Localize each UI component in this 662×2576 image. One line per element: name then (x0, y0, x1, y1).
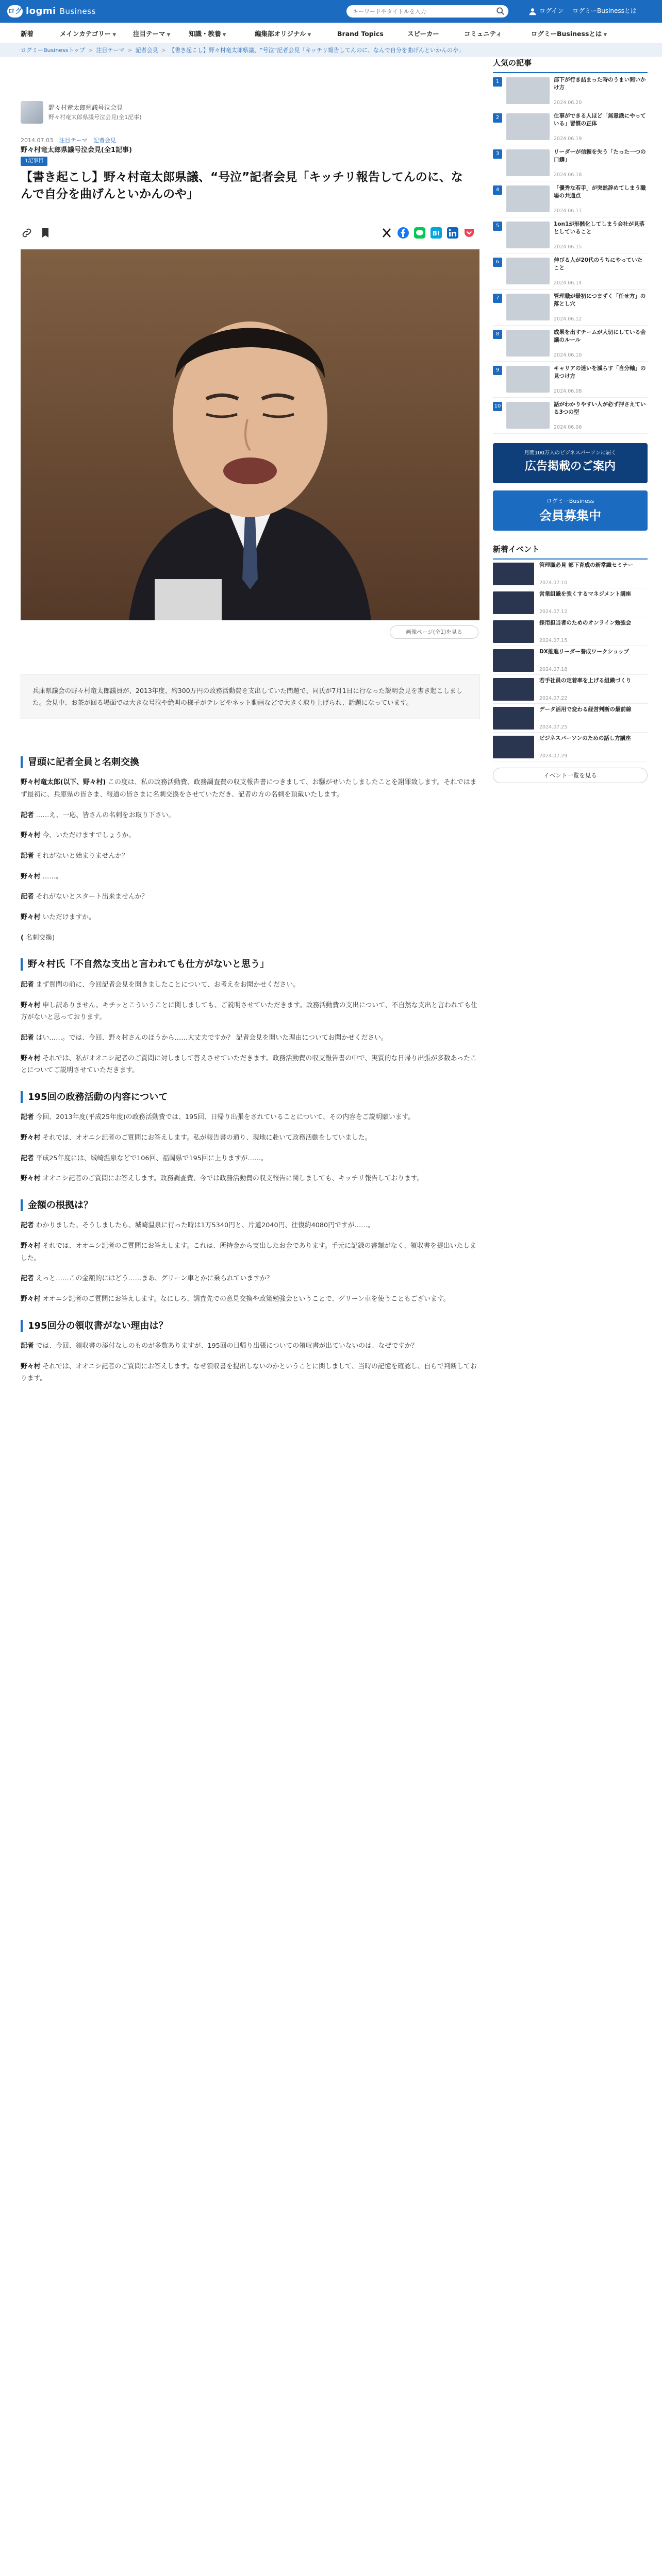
svg-text:B!: B! (432, 230, 440, 237)
chevron-down-icon: ▼ (222, 32, 226, 38)
ranking-date: 2024.06.12 (554, 316, 582, 322)
link-copy-icon[interactable] (21, 227, 33, 239)
publish-date: 2014.07.03 (21, 137, 53, 144)
speech-text: 申し訳ありません。キチッとこういうことに関しましても、ご説明させていただきます。政務活動費の支出について、不自然な支出と言われても仕方がないと思っております。 (21, 1001, 477, 1022)
section-heading: 野々村氏「不自然な支出と言われても仕方がないと思う」 (21, 958, 479, 970)
rank-number: 2 (493, 113, 502, 123)
speaker-label: 野々村 (21, 1133, 41, 1142)
ad-banner[interactable] (493, 443, 648, 483)
section-heading: 195回の政務活動の内容について (21, 1091, 479, 1103)
nav-item-brand-topics[interactable] (337, 29, 384, 39)
ranking-date: 2024.06.17 (554, 208, 582, 214)
speech-text: それでは、オオニシ記者のご質問にお答えします。これは、所持金から支出したお金であります。手元に記録の書類がなく、領収書を提出いたしました。 (21, 1242, 476, 1262)
speaker-label: ( (21, 934, 24, 942)
transcript-paragraph (21, 1240, 479, 1264)
speaker-label: 記者 (21, 893, 34, 901)
transcript-paragraph (21, 776, 479, 801)
article-thumbnail (506, 77, 550, 104)
event-title: 管理職必見 部下育成の新常識セミナー (539, 562, 634, 568)
rank-number: 6 (493, 258, 502, 267)
press-conference-photo (21, 249, 479, 620)
breadcrumb-item[interactable]: 注目テーマ (96, 47, 125, 54)
nav-label: 注目テーマ (133, 30, 166, 38)
author-name: 野々村竜太郎県議号泣会見 (48, 104, 123, 111)
events-heading: 新着イベント (493, 543, 648, 560)
speaker-label: 野々村 (21, 832, 41, 840)
nav-item-theme[interactable] (133, 29, 170, 39)
event-date: 2024.07.15 (539, 637, 568, 643)
ranking-item[interactable] (493, 253, 648, 290)
speech-text: はい……。では、今回、野々村さんのほうから……大丈夫ですか？ 記者会見を開いた理由についてお聞かせください。 (36, 1033, 388, 1042)
event-thumbnail (493, 563, 534, 585)
transcript-paragraph (21, 891, 479, 903)
ad-banner-subtitle: 月間100万人のビジネスパーソンに届く (524, 450, 617, 456)
logo-text (26, 4, 96, 19)
nav-item-original[interactable] (255, 29, 311, 39)
ranking-item[interactable] (493, 217, 648, 253)
event-title: 営業組織を強くするマネジメント講座 (539, 591, 632, 597)
ranking-date: 2024.06.15 (554, 244, 582, 250)
chevron-down-icon: ▼ (112, 32, 117, 38)
event-item[interactable] (493, 704, 648, 733)
ranking-item[interactable] (493, 181, 648, 217)
section-heading: 金額の根拠は？ (21, 1199, 479, 1211)
rank-number: 1 (493, 77, 502, 87)
nav-item-about[interactable] (531, 29, 607, 39)
breadcrumb-item[interactable]: ログミーBusinessトップ (21, 47, 86, 54)
ranking-item[interactable] (493, 290, 648, 326)
speech-text: それでは、オオニシ記者のご質問にお答えします。なぜ領収書を提出しないのかということに関しまして、当時の記憶を確認し、自らで判断しております。 (21, 1362, 477, 1383)
speech-text: ……え、一応、皆さんの名刺をお取り下さい。 (36, 811, 175, 819)
hatena-share-icon[interactable] (430, 227, 442, 239)
transcript-paragraph (21, 829, 479, 842)
transcript-paragraph (21, 1273, 479, 1285)
ranking-item[interactable] (493, 109, 648, 145)
transcript-paragraph (21, 809, 479, 822)
speech-text: それがないと始まりませんか？ (36, 852, 128, 860)
rank-number: 10 (493, 402, 502, 411)
ranking-heading: 人気の記事 (493, 57, 648, 73)
article-number-badge: 1記事目 (21, 157, 47, 166)
membership-banner-title: 会員募集中 (539, 508, 601, 523)
transcript-paragraph (21, 1173, 479, 1185)
speech-text: それでは、オオニシ記者のご質問にお答えします。私が報告書の通り、現地に赴いて政務活動をしていました。 (42, 1133, 372, 1142)
event-date: 2024.07.18 (539, 666, 568, 672)
ranking-date: 2024.06.20 (554, 99, 582, 106)
nav-item-new[interactable] (21, 29, 34, 39)
rank-number: 4 (493, 185, 502, 195)
user-icon (528, 7, 537, 16)
event-title: ビジネスパーソンのための話し方講座 (539, 735, 631, 741)
breadcrumb (0, 43, 662, 57)
ranking-list (493, 73, 648, 434)
nav-label: 編集部オリジナル (255, 30, 306, 38)
series-title[interactable]: 野々村竜太郎県議号泣会見(全1記事) (21, 146, 132, 154)
site-header (0, 0, 662, 23)
speech-text: 名刺交換) (25, 934, 55, 942)
event-item[interactable] (493, 617, 648, 646)
ad-banner-title: 広告掲載のご案内 (524, 460, 616, 473)
breadcrumb-separator: > (88, 47, 93, 54)
event-item[interactable] (493, 733, 648, 761)
article-thumbnail (506, 113, 550, 140)
nav-label: スピーカー (407, 30, 439, 38)
search-icon[interactable] (496, 7, 505, 16)
speaker-label: 記者 (21, 1342, 34, 1350)
section-heading: 冒頭に記者全員と名刺交換 (21, 756, 479, 768)
breadcrumb-separator: > (161, 47, 166, 54)
chevron-down-icon: ▼ (167, 32, 171, 38)
event-title: DX推進リーダー養成ワークショップ (539, 649, 630, 655)
event-thumbnail (493, 591, 534, 614)
speech-text: わかりました。そうしましたら、城崎温泉に行った時は1万5340円と、片道2040円、往復約4080円ですが……。 (36, 1222, 374, 1230)
rank-number: 8 (493, 330, 502, 339)
transcript-paragraph (21, 1053, 479, 1077)
nav-label: コミュニティ (464, 30, 502, 38)
share-bar (21, 227, 479, 241)
transcript-paragraph (21, 1340, 479, 1352)
transcript-paragraph (21, 1361, 479, 1385)
event-thumbnail (493, 707, 534, 730)
nav-label: メインカテゴリー (60, 30, 111, 38)
speech-text: ……。 (42, 872, 62, 880)
ranking-date: 2024.06.14 (554, 280, 582, 286)
nav-item-main-category[interactable] (60, 29, 116, 39)
about-link-label: ログミーBusinessとは (572, 7, 637, 14)
event-title: 採用担当者のためのオンライン勉強会 (539, 620, 632, 626)
linkedin-share-icon[interactable] (446, 227, 459, 239)
speech-text: まず質問の前に、今回記者会見を開きましたことについて、お考えをお聞かせください。 (36, 980, 300, 989)
event-item[interactable] (493, 646, 648, 675)
search-input[interactable] (346, 5, 508, 18)
pocket-share-icon[interactable] (463, 227, 475, 239)
transcript-paragraph (21, 1032, 479, 1044)
ranking-date: 2024.06.08 (554, 388, 582, 394)
speaker-label: 記者 (21, 852, 34, 860)
breadcrumb-item[interactable]: 記者会見 (135, 47, 158, 54)
ranking-item[interactable] (493, 398, 648, 434)
nav-label: 知識・教養 (189, 30, 221, 38)
speech-text: オオニシ記者のご質問にお答えします。なにしろ、調査先での意見交換や政策勉強会ということで、グリーン車を使うこともございます。 (42, 1295, 450, 1303)
events-more-button[interactable]: イベント一覧を見る (493, 768, 648, 783)
nav-label: Brand Topics (337, 30, 384, 38)
bookmark-icon[interactable] (39, 227, 52, 239)
speaker-label: 野々村 (21, 1295, 41, 1303)
ranking-title: 管理職が最初につまずく「任せ方」の落とし穴 (554, 293, 646, 308)
logo-sub: Business (59, 7, 96, 16)
transcript-paragraph (21, 850, 479, 862)
speech-text: この度は、私の政務活動費、政務調査費の収支報告書につきまして、お騒がせいたしましたことを謝罪致します。それではまず最初に、兵庫県の皆さま、報道の皆さまに名刺交換をさせていただき、記者の方の名刺を頂戴いたします。 (21, 778, 477, 799)
event-thumbnail (493, 620, 534, 643)
section-heading: 195回分の領収書がない理由は？ (21, 1320, 479, 1332)
transcript-paragraph (21, 1293, 479, 1306)
speaker-label: 記者 (21, 1275, 34, 1283)
ranking-title: 成果を出すチームが大切にしている会議のルール (554, 329, 646, 344)
ranking-item[interactable] (493, 73, 648, 109)
ranking-title: 話がわかりやすい人が必ず押さえている3つの型 (554, 401, 646, 416)
ranking-item[interactable] (493, 362, 648, 398)
speech-text: 今、いただけますでしょうか。 (42, 832, 136, 840)
transcript-paragraph (21, 1132, 479, 1144)
event-date: 2024.07.29 (539, 753, 568, 759)
ranking-title: 「優秀な若手」が突然辞めてしまう職場の共通点 (554, 185, 646, 199)
article-hero-photo[interactable] (21, 249, 479, 620)
rank-number: 9 (493, 366, 502, 375)
article-lead: 兵庫県議会の野々村竜太郎議員が、2013年度、約300万円の政務活動費を支出していた問題で、同氏が7月1日に行なった説明会見を書き起こしました。会見中、お茶が回る場面では大きな号泣や絶叫の様子がテレビやネット動画などで大きく取り上げられ、話題になっています。 (21, 674, 479, 719)
login-link[interactable] (528, 6, 564, 16)
ranking-date: 2024.06.19 (554, 135, 582, 142)
event-thumbnail (493, 678, 534, 701)
article-body (21, 742, 479, 1393)
transcript-paragraph (21, 932, 479, 944)
chevron-down-icon: ▼ (603, 32, 607, 38)
facebook-share-icon[interactable] (397, 227, 409, 239)
speaker-label: 野々村竜太郎(以下、野々村) (21, 778, 106, 787)
site-logo[interactable] (7, 4, 96, 19)
membership-banner[interactable] (493, 490, 648, 531)
breadcrumb-current: 【書き起こし】野々村竜太郎県議、“号泣”記者会見「キッチリ報告してんのに、なんで自分を曲げんといかんのや」 (169, 47, 465, 54)
author-sub: 野々村竜太郎県議号泣会見(全1記事) (48, 114, 142, 121)
event-thumbnail (493, 736, 534, 758)
article-thumbnail (506, 402, 550, 429)
speech-text: えっと……この金額的にはどう……まあ、グリーン車とかに乗られていますか？ (36, 1275, 273, 1283)
event-date: 2024.07.12 (539, 608, 568, 615)
ranking-title: 1on1が形骸化してしまう会社が見落としていること (554, 221, 645, 235)
speaker-label: 野々村 (21, 913, 41, 922)
ranking-title: 仕事ができる人ほど「無意識にやっている」習慣の正体 (554, 113, 646, 127)
article-thumbnail (506, 366, 550, 393)
article-thumbnail (506, 149, 550, 176)
nav-label: ログミーBusinessとは (531, 30, 602, 38)
global-nav (0, 23, 662, 43)
transcript-paragraph (21, 999, 479, 1024)
view-photos-button[interactable]: 画像ページ(全1)を見る (390, 625, 478, 639)
speaker-label: 記者 (21, 1033, 34, 1042)
event-date: 2024.07.10 (539, 580, 568, 586)
speaker-label: 記者 (21, 1222, 34, 1230)
ranking-title: 部下が行き詰まった時のうまい問いかけ方 (554, 77, 646, 91)
ranking-title: リーダーが信頼を失う「たった一つの口癖」 (554, 149, 646, 163)
nav-item-speaker[interactable] (407, 29, 439, 39)
x-share-icon[interactable] (380, 227, 393, 239)
speech-text: 平成25年度には、城崎温泉などで106回、福岡県で195回に上りますが……。 (36, 1154, 268, 1162)
transcript-paragraph (21, 1219, 479, 1232)
page-title: 【書き起こし】野々村竜太郎県議、“号泣”記者会見「キッチリ報告してんのに、なんで自分を曲げんといかんのや」 (21, 171, 463, 201)
ranking-date: 2024.06.06 (554, 424, 582, 430)
rank-number: 5 (493, 222, 502, 231)
speaker-label: 記者 (21, 1154, 34, 1162)
event-date: 2024.07.25 (539, 724, 568, 730)
breadcrumb-separator: > (127, 47, 133, 54)
speaker-label: 野々村 (21, 1175, 41, 1183)
sidebar (493, 57, 648, 783)
article-thumbnail (506, 222, 550, 248)
speech-text: では、今回、領収書の添付なしのものが多数ありますが、195回の日帰り出張についての領収書が出ていないのは、なぜですか？ (36, 1342, 418, 1350)
speech-text: いただけますか。 (42, 913, 95, 922)
tag-link[interactable]: 注目テーマ (59, 137, 88, 144)
transcript-paragraph (21, 911, 479, 924)
author-block[interactable] (21, 101, 142, 127)
speaker-label: 野々村 (21, 1242, 41, 1250)
event-item[interactable] (493, 588, 648, 617)
speech-text: それがないとスタート出来ませんか？ (36, 893, 148, 901)
speaker-label: 記者 (21, 811, 34, 819)
article-thumbnail (506, 185, 550, 212)
logo-mark: ログ (7, 5, 23, 18)
login-link-label: ログイン (539, 7, 564, 14)
about-link[interactable] (572, 6, 637, 16)
nav-item-knowledge[interactable] (189, 29, 226, 39)
line-share-icon[interactable] (413, 227, 426, 239)
tag-link[interactable]: 記者会見 (93, 137, 116, 144)
speaker-label: 野々村 (21, 1054, 41, 1062)
ranking-date: 2024.06.18 (554, 172, 582, 178)
transcript-paragraph (21, 871, 479, 883)
ranking-title: 伸びる人が20代のうちにやっていたこと (554, 257, 643, 272)
speaker-label: 記者 (21, 980, 34, 989)
ranking-item[interactable] (493, 326, 648, 362)
chevron-down-icon: ▼ (307, 32, 311, 38)
event-list (493, 560, 648, 761)
ranking-date: 2024.06.10 (554, 352, 582, 358)
speaker-label: 野々村 (21, 1362, 41, 1370)
ranking-item[interactable] (493, 145, 648, 181)
transcript-paragraph (21, 979, 479, 991)
article-thumbnail (506, 330, 550, 357)
event-item[interactable] (493, 675, 648, 704)
transcript-paragraph (21, 1111, 479, 1124)
article-thumbnail (506, 294, 550, 320)
event-item[interactable] (493, 560, 648, 588)
rank-number: 3 (493, 149, 502, 159)
membership-banner-subtitle: ログミーBusiness (546, 498, 594, 504)
speech-text: 今回、2013年度(平成25年度)の政務活動費では、195回、日帰り出張をされていることについて、その内容をご説明願います。 (36, 1113, 415, 1122)
logo-name: logmi (26, 6, 56, 16)
author-text (48, 101, 142, 122)
event-title: データ活用で変わる経営判断の最前線 (539, 706, 632, 713)
event-title: 若手社員の定着率を上げる組織づくり (539, 677, 632, 684)
nav-item-community[interactable] (464, 29, 502, 39)
transcript-paragraph (21, 1153, 479, 1165)
speech-text: オオニシ記者のご質問にお答えします。政務調査費、今では政務活動費の収支報告に関しましても、キッチリ報告しております。 (42, 1175, 424, 1183)
nav-label: 新着 (21, 30, 34, 38)
speaker-label: 野々村 (21, 872, 41, 880)
event-date: 2024.07.22 (539, 695, 568, 701)
speech-text: それでは、私がオオニシ記者のご質問に対しまして答えさせていただきます。政務活動費の収支報告書の中で、実質的な日帰り出張が多数あったことについてご説明させていただきます。 (21, 1054, 477, 1075)
article-thumbnail (506, 258, 550, 284)
avatar (21, 101, 43, 124)
ranking-title: キャリアの迷いを減らす「自分軸」の見つけ方 (554, 365, 646, 380)
article-meta (21, 136, 116, 145)
rank-number: 7 (493, 294, 502, 303)
speaker-label: 野々村 (21, 1001, 41, 1009)
event-thumbnail (493, 649, 534, 672)
speaker-label: 記者 (21, 1113, 34, 1122)
